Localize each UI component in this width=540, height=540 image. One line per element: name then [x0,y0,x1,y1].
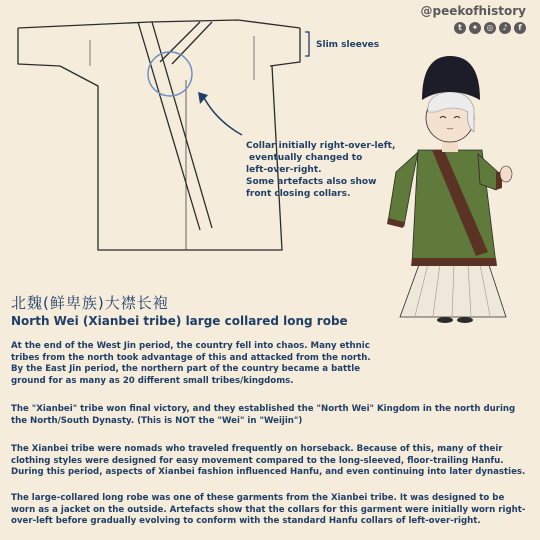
paragraph-long-robe: The large-collared long robe was one of these garments from the Xianbei tribe. It was designed to be worn as a jacket on the outside. Artefacts show that the collars for this garment were initially worn right-over-left before gradually evolving to conform with the standard Hanfu collars of left-over-right. [11,493,526,527]
paragraph-nomads: The Xianbei tribe were nomads who traveled frequently on horseback. Because of this, many of their clothing styles were designed for easy movement compared to the long-sleeved, floor-trailing Hanfu. During this period, aspects of Xianbei fashion influenced Hanfu, and even continuing into later dynasties. [11,444,526,478]
collar-arrow [202,94,242,135]
robe-line-drawing [0,0,310,270]
instagram-icon[interactable]: ◎ [484,22,496,34]
facebook-icon[interactable]: f [514,22,526,34]
sleeves-annotation: Slim sleeves [316,40,380,50]
collar-highlight [148,52,192,96]
title-english: North Wei (Xianbei tribe) large collared long robe [11,314,348,328]
title-chinese: 北魏(鲜卑族)大襟长袍 [11,294,169,312]
social-icons [454,22,526,34]
character-illustration [370,52,530,352]
paragraph-west-jin: At the end of the West Jin period, the country fell into chaos. Many ethnic tribes from the north took advantage of this and attacked from the north. By the East Jin period, the northern part of the country became a battle ground for as many as 20 different small tribes/kingdoms. [11,341,371,386]
author-handle[interactable]: @peekofhistory [420,4,526,18]
sleeve-bracket [305,32,309,56]
tumblr-icon[interactable]: t [454,22,466,34]
paragraph-xianbei-victory: The "Xianbei" tribe won final victory, and they established the "North Wei" Kingdom in the north during the North/South Dynasty. (This is NOT the "Wei" in "Weijin") [11,404,516,426]
collar-annotation: Collar initially right-over-left, eventually changed to left-over-right. Some artefacts also show front closing collars. [246,141,396,199]
twitter-icon[interactable]: ✦ [469,22,481,34]
tiktok-icon[interactable]: ♪ [499,22,511,34]
